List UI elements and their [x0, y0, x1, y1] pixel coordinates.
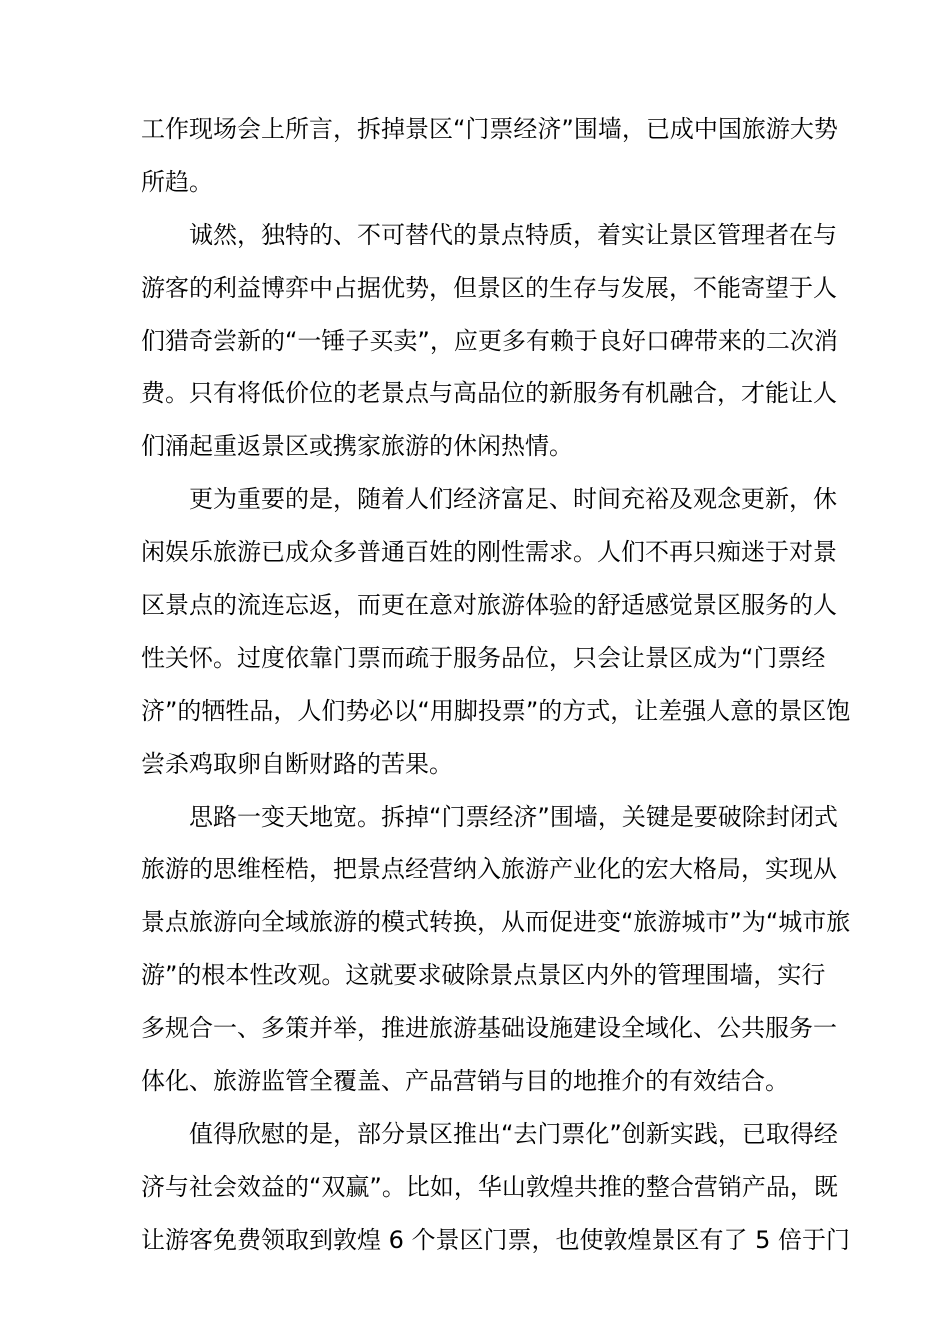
text-line: 值得欣慰的是，部分景区推出“去门票化”创新实践，已取得经: [189, 1119, 838, 1148]
paragraph-5: [141, 1108, 851, 1267]
text-line: 多规合一、多策并举，推进旅游基础设施建设全域化、公共服务一: [141, 1014, 837, 1043]
text-line: 工作现场会上所言，拆掉景区“门票经济”围墙，已成中国旅游大势: [141, 115, 838, 143]
document-body: [141, 103, 851, 1267]
paragraph-3: [141, 473, 851, 790]
text-line: 性关怀。过度依靠门票而疏于服务品位，只会让景区成为“门票经: [141, 643, 826, 672]
text-line: 费。只有将低价位的老景点与高品位的新服务有机融合，才能让人: [141, 379, 837, 408]
paragraph-4: [141, 791, 851, 1108]
text-line: 景点旅游向全域旅游的模式转换，从而促进变“旅游城市”为“城市旅: [141, 908, 851, 937]
paragraph-2: [141, 209, 838, 473]
text-line: 济”的牺牲品，人们势必以“用脚投票”的方式，让差强人意的景区饱: [141, 696, 851, 725]
text-line: 更为重要的是，随着人们经济富足、时间充裕及观念更新，休: [189, 485, 837, 514]
text-line: 们猎奇尝新的“一锤子买卖”，应更多有赖于良好口碑带来的二次消: [141, 326, 838, 355]
text-line: 让游客免费领取到敦煌 6 个景区门票，也使敦煌景区有了 5 倍于门: [141, 1225, 851, 1254]
text-line: 闲娱乐旅游已成众多普通百姓的刚性需求。人们不再只痴迷于对景: [141, 538, 837, 567]
paragraph-1: [141, 103, 838, 209]
text-line: 济与社会效益的“双赢”。比如，华山敦煌共推的整合营销产品，既: [141, 1172, 838, 1201]
text-line: 们涌起重返景区或携家旅游的休闲热情。: [141, 432, 573, 461]
text-line: 所趋。: [141, 167, 213, 196]
text-line: 尝杀鸡取卵自断财路的苦果。: [141, 749, 453, 778]
text-line: 游客的利益博弈中占据优势，但景区的生存与发展，不能寄望于人: [141, 273, 837, 302]
text-line: 游”的根本性改观。这就要求破除景点景区内外的管理围墙，实行: [141, 961, 826, 990]
text-line: 旅游的思维桎梏，把景点经营纳入旅游产业化的宏大格局，实现从: [141, 855, 837, 884]
text-line: 体化、旅游监管全覆盖、产品营销与目的地推介的有效结合。: [141, 1067, 789, 1096]
text-line: 诚然，独特的、不可替代的景点特质，着实让景区管理者在与: [189, 220, 837, 249]
text-line: 思路一变天地宽。拆掉“门票经济”围墙，关键是要破除封闭式: [189, 802, 838, 831]
text-line: 区景点的流连忘返，而更在意对旅游体验的舒适感觉景区服务的人: [141, 591, 837, 620]
